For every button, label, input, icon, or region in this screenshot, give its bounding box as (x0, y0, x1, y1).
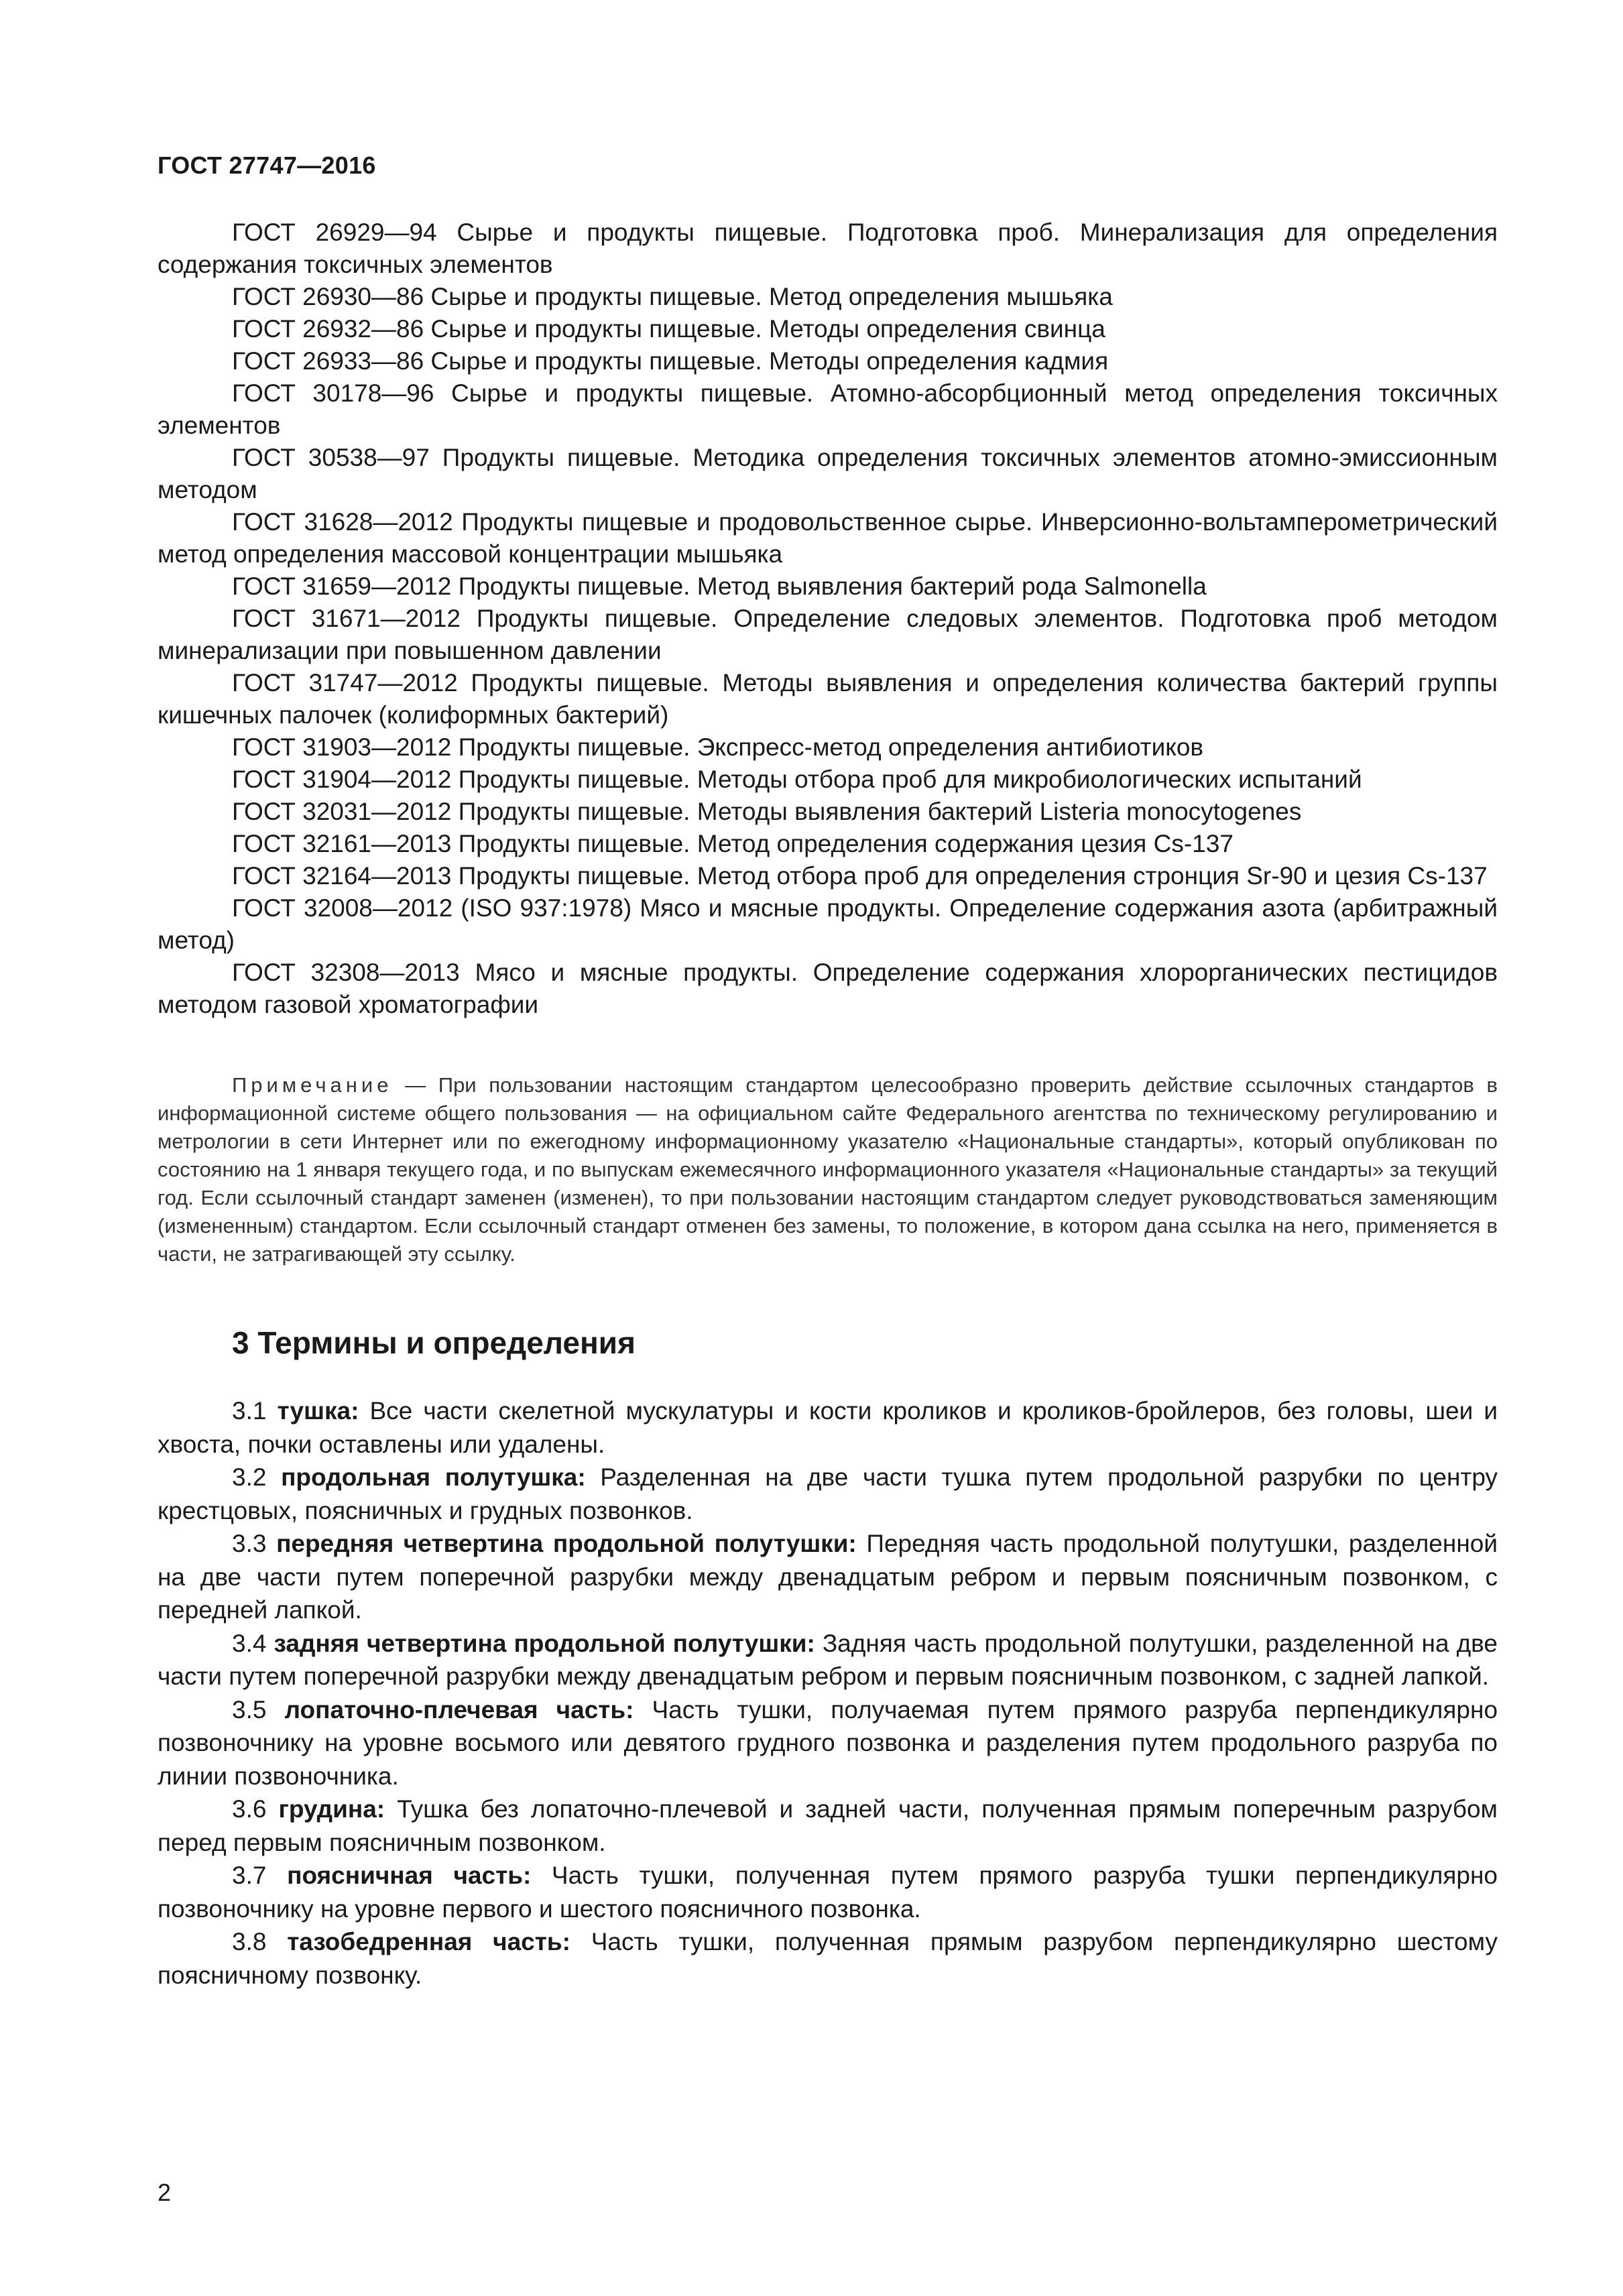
reference-item: ГОСТ 32031—2012 Продукты пищевые. Методы выявления бактерий Listeria monocytogenes (232, 798, 1302, 825)
term-number: 3.6 (232, 1795, 279, 1823)
term-number: 3.5 (232, 1695, 285, 1724)
term-number: 3.3 (232, 1530, 277, 1557)
term-definition: Задняя часть продольной полутушки, разделенной на две части путем поперечной разрубки между двенадцатым ребром и первым поясничным позвонком, с задней лапкой. (158, 1629, 1498, 1690)
note-block (158, 1071, 1498, 1268)
term-number: 3.4 (232, 1629, 274, 1657)
term-name: поясничная часть: (287, 1862, 532, 1889)
reference-item: ГОСТ 31659—2012 Продукты пищевые. Метод выявления бактерий рода Salmonella (232, 572, 1207, 600)
reference-item: ГОСТ 32164—2013 Продукты пищевые. Метод отбора проб для определения стронция Sr-90 и цезия Cs-137 (232, 862, 1488, 890)
term-item (158, 1793, 1498, 1859)
reference-item: ГОСТ 30538—97 Продукты пищевые. Методика определения токсичных элементов атомно-эмиссионным методом (158, 444, 1498, 503)
normative-references-list (158, 217, 1498, 1021)
reference-item: ГОСТ 32008—2012 (ISO 937:1978) Мясо и мясные продукты. Определение содержания азота (арбитражный метод) (158, 894, 1498, 954)
term-item (158, 1627, 1498, 1693)
term-item (158, 1527, 1498, 1627)
reference-item: ГОСТ 26932—86 Сырье и продукты пищевые. Методы определения свинца (232, 315, 1105, 343)
reference-item: ГОСТ 26930—86 Сырье и продукты пищевые. Метод определения мышьяка (232, 283, 1113, 310)
note-paragraph (158, 1071, 1498, 1268)
term-name: тазобедренная часть: (287, 1928, 570, 1955)
term-number: 3.2 (232, 1463, 282, 1491)
term-definition: Часть тушки, полученная путем прямого разруба тушки перпендикулярно позвоночнику на уровне первого и шестого поясничного позвонка. (158, 1862, 1498, 1923)
term-name: лопаточно-плечевая часть: (284, 1695, 634, 1724)
term-item (158, 1394, 1498, 1461)
term-definition: Часть тушки, получаемая путем прямого разруба перпендикулярно позвоночнику на уровне восьмого или девятого грудного позвонка и разделения путем продольного разруба по линии позвоночника. (158, 1695, 1498, 1790)
term-name: передняя четвертина продольной полутушки: (276, 1530, 857, 1557)
reference-item: ГОСТ 31747—2012 Продукты пищевые. Методы выявления и определения количества бактерий группы кишечных палочек (колиформных бактерий) (158, 669, 1498, 729)
reference-item: ГОСТ 31903—2012 Продукты пищевые. Экспресс-метод определения антибиотиков (232, 733, 1204, 761)
section-title: 3 Термины и определения (232, 1325, 636, 1360)
term-item (158, 1461, 1498, 1527)
document-header: ГОСТ 27747—2016 (158, 152, 376, 179)
reference-item: ГОСТ 31904—2012 Продукты пищевые. Методы отбора проб для микробиологических испытаний (232, 766, 1362, 793)
term-name: продольная полутушка: (281, 1463, 586, 1491)
term-definition: Все части скелетной мускулатуры и кости кроликов и кроликов-бройлеров, без головы, шеи и хвоста, почки оставлены или удалены. (158, 1397, 1498, 1458)
term-item (158, 1925, 1498, 1992)
term-name: задняя четвертина продольной полутушки: (274, 1629, 815, 1657)
term-definition: Разделенная на две части тушка путем продольной разрубки по центру крестцовых, поясничных и грудных позвонков. (158, 1463, 1498, 1524)
term-number: 3.7 (232, 1862, 288, 1889)
note-text: — При пользовании настоящим стандартом целесообразно проверить действие ссылочных стандартов в информационной системе общего пользования — на официальном сайте Федерального агентства по техническому регулированию и метрологии в сети Интернет или по ежегодному информационному указателю «Национальные стандарты», который опубликован по состоянию на 1 января текущего года, и по выпускам ежемесячного информационного указателя «Национальные стандарты» за текущий год. Если ссылочный стандарт заменен (изменен), то при пользовании настоящим стандартом следует руководствоваться заменяющим (измененным) стандартом. Если ссылочный стандарт отменен без замены, то положение, в котором дана ссылка на него, применяется в части, не затрагивающей эту ссылку. (158, 1073, 1498, 1266)
reference-item: ГОСТ 30178—96 Сырье и продукты пищевые. Атомно-абсорбционный метод определения токсичных элементов (158, 379, 1498, 439)
reference-item: ГОСТ 32161—2013 Продукты пищевые. Метод определения содержания цезия Cs-137 (232, 830, 1234, 857)
term-definition: Тушка без лопаточно-плечевой и задней части, полученная прямым поперечным разрубом перед первым поясничным позвонком. (158, 1795, 1498, 1856)
note-label: Примечание (232, 1073, 393, 1097)
term-name: грудина: (278, 1795, 385, 1823)
term-definition: Часть тушки, полученная прямым разрубом перпендикулярно шестому поясничному позвонку. (158, 1928, 1498, 1989)
reference-item: ГОСТ 26933—86 Сырье и продукты пищевые. Методы определения кадмия (232, 347, 1109, 375)
reference-item: ГОСТ 32308—2013 Мясо и мясные продукты. Определение содержания хлорорганических пестицидов методом газовой хроматографии (158, 959, 1498, 1018)
term-item (158, 1859, 1498, 1925)
page-number: 2 (158, 2179, 172, 2206)
reference-item: ГОСТ 31671—2012 Продукты пищевые. Определение следовых элементов. Подготовка проб методом минерализации при повышенном давлении (158, 605, 1498, 664)
reference-item: ГОСТ 31628—2012 Продукты пищевые и продовольственное сырье. Инверсионно-вольтамперометрический метод определения массовой концентрации мышьяка (158, 508, 1498, 568)
reference-item: ГОСТ 26929—94 Сырье и продукты пищевые. Подготовка проб. Минерализация для определения содержания токсичных элементов (158, 219, 1498, 278)
term-name: тушка: (277, 1397, 359, 1425)
term-definition: Передняя часть продольной полутушки, разделенной на две части путем поперечной разрубки между двенадцатым ребром и первым поясничным позвонком, с передней лапкой. (158, 1530, 1498, 1624)
term-number: 3.8 (232, 1928, 288, 1955)
terms-list (158, 1394, 1498, 1992)
term-number: 3.1 (232, 1397, 278, 1425)
term-item (158, 1693, 1498, 1793)
